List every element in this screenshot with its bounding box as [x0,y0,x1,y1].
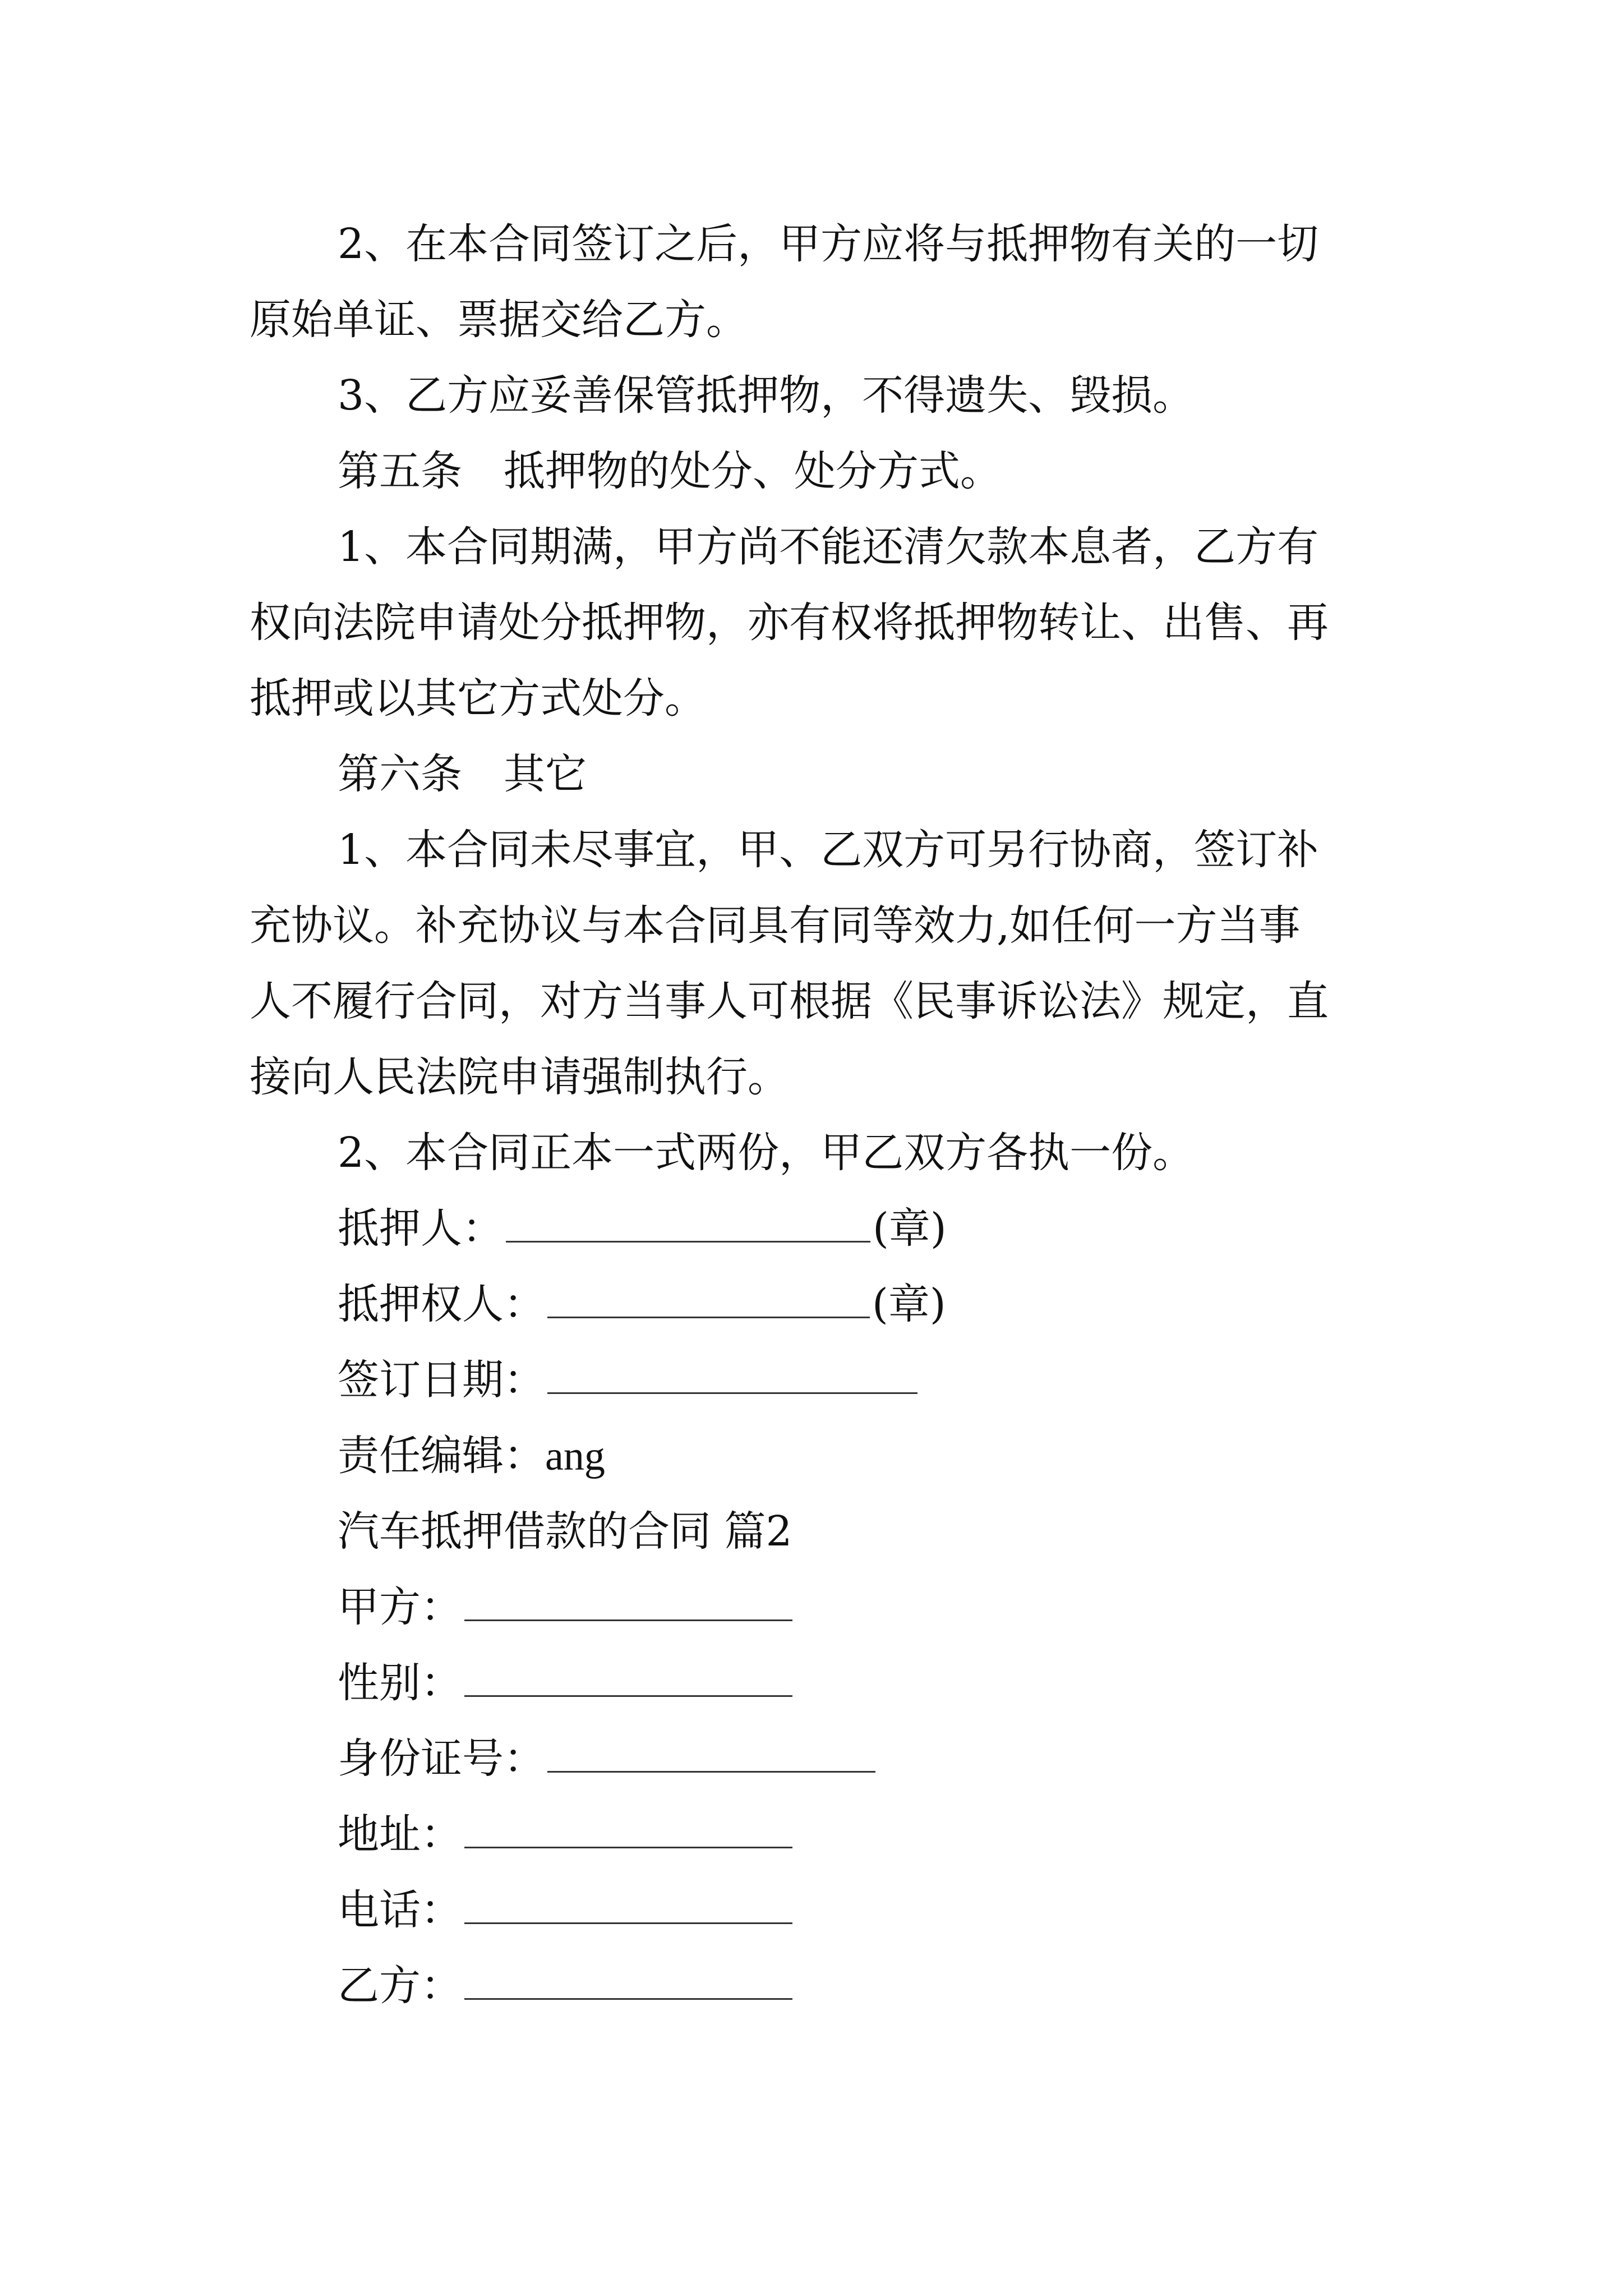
gender-label: 性别： [338,1659,462,1707]
paragraph-line: 3、乙方应妥善保管抵押物，不得遗失、毁损。 [338,371,1195,420]
paragraph-line: 接向人民法院申请强制执行。 [250,1053,789,1101]
mortgagor-blank[interactable] [506,1202,870,1243]
address-label: 地址： [338,1810,462,1858]
party-a-blank[interactable] [464,1580,792,1621]
paragraph-line: 1、本合同未尽事宜，甲、乙双方可另行协商，签订补 [338,826,1319,874]
editor-line [338,1428,605,1484]
paragraph-line: 2、本合同正本一式两份，甲乙双方各执一份。 [338,1129,1195,1177]
paragraph-line: 1、本合同期满，甲方尚不能还清欠款本息者，乙方有 [338,523,1319,571]
id-number-label: 身份证号： [338,1734,545,1783]
signing-date-label: 签订日期： [338,1356,545,1404]
paragraph-line: 充协议。补充协议与本合同具有同等效力,如任何一方当事 [250,901,1301,950]
mortgagor-label: 抵押人： [338,1204,504,1253]
editor-name: ang [545,1433,605,1479]
mortgagee-signature-line [338,1276,946,1332]
gender-blank[interactable] [464,1656,792,1697]
party-a-field [338,1579,795,1635]
paragraph-line: 抵押或以其它方式处分。 [250,674,706,723]
party-b-label: 乙方： [338,1962,462,2010]
party-b-blank[interactable] [464,1959,792,2000]
mortgagor-signature-line [338,1200,947,1257]
id-number-field [338,1731,878,1787]
paragraph-line: 2、在本合同签订之后，甲方应将与抵押物有关的一切 [338,220,1319,268]
party-a-label: 甲方： [338,1583,462,1631]
section-title: 汽车抵押借款的合同 篇2 [338,1507,792,1556]
address-blank[interactable] [464,1807,792,1848]
paragraph-line: 人不履行合同，对方当事人可根据《民事诉讼法》规定，直 [250,977,1329,1025]
paragraph-line: 权向法院申请处分抵押物，亦有权将抵押物转让、出售、再 [250,599,1329,647]
article-heading: 第五条 抵押物的处分、处分方式。 [338,447,1002,495]
address-field [338,1806,795,1862]
phone-field [338,1882,795,1938]
phone-blank[interactable] [464,1883,792,1924]
mortgagee-blank[interactable] [547,1277,870,1318]
editor-label: 责任编辑： [338,1432,545,1480]
paragraph-line: 原始单证、票据交给乙方。 [250,296,748,344]
phone-label: 电话： [338,1886,462,1934]
mortgagee-seal: (章) [872,1280,946,1328]
mortgagee-label: 抵押权人： [338,1280,545,1328]
mortgagor-seal: (章) [873,1204,947,1253]
signing-date-blank[interactable] [547,1353,917,1394]
party-b-field [338,1958,795,2014]
article-heading: 第六条 其它 [338,750,587,798]
id-number-blank[interactable] [547,1732,875,1773]
signing-date-line [338,1352,920,1408]
gender-field [338,1655,795,1711]
